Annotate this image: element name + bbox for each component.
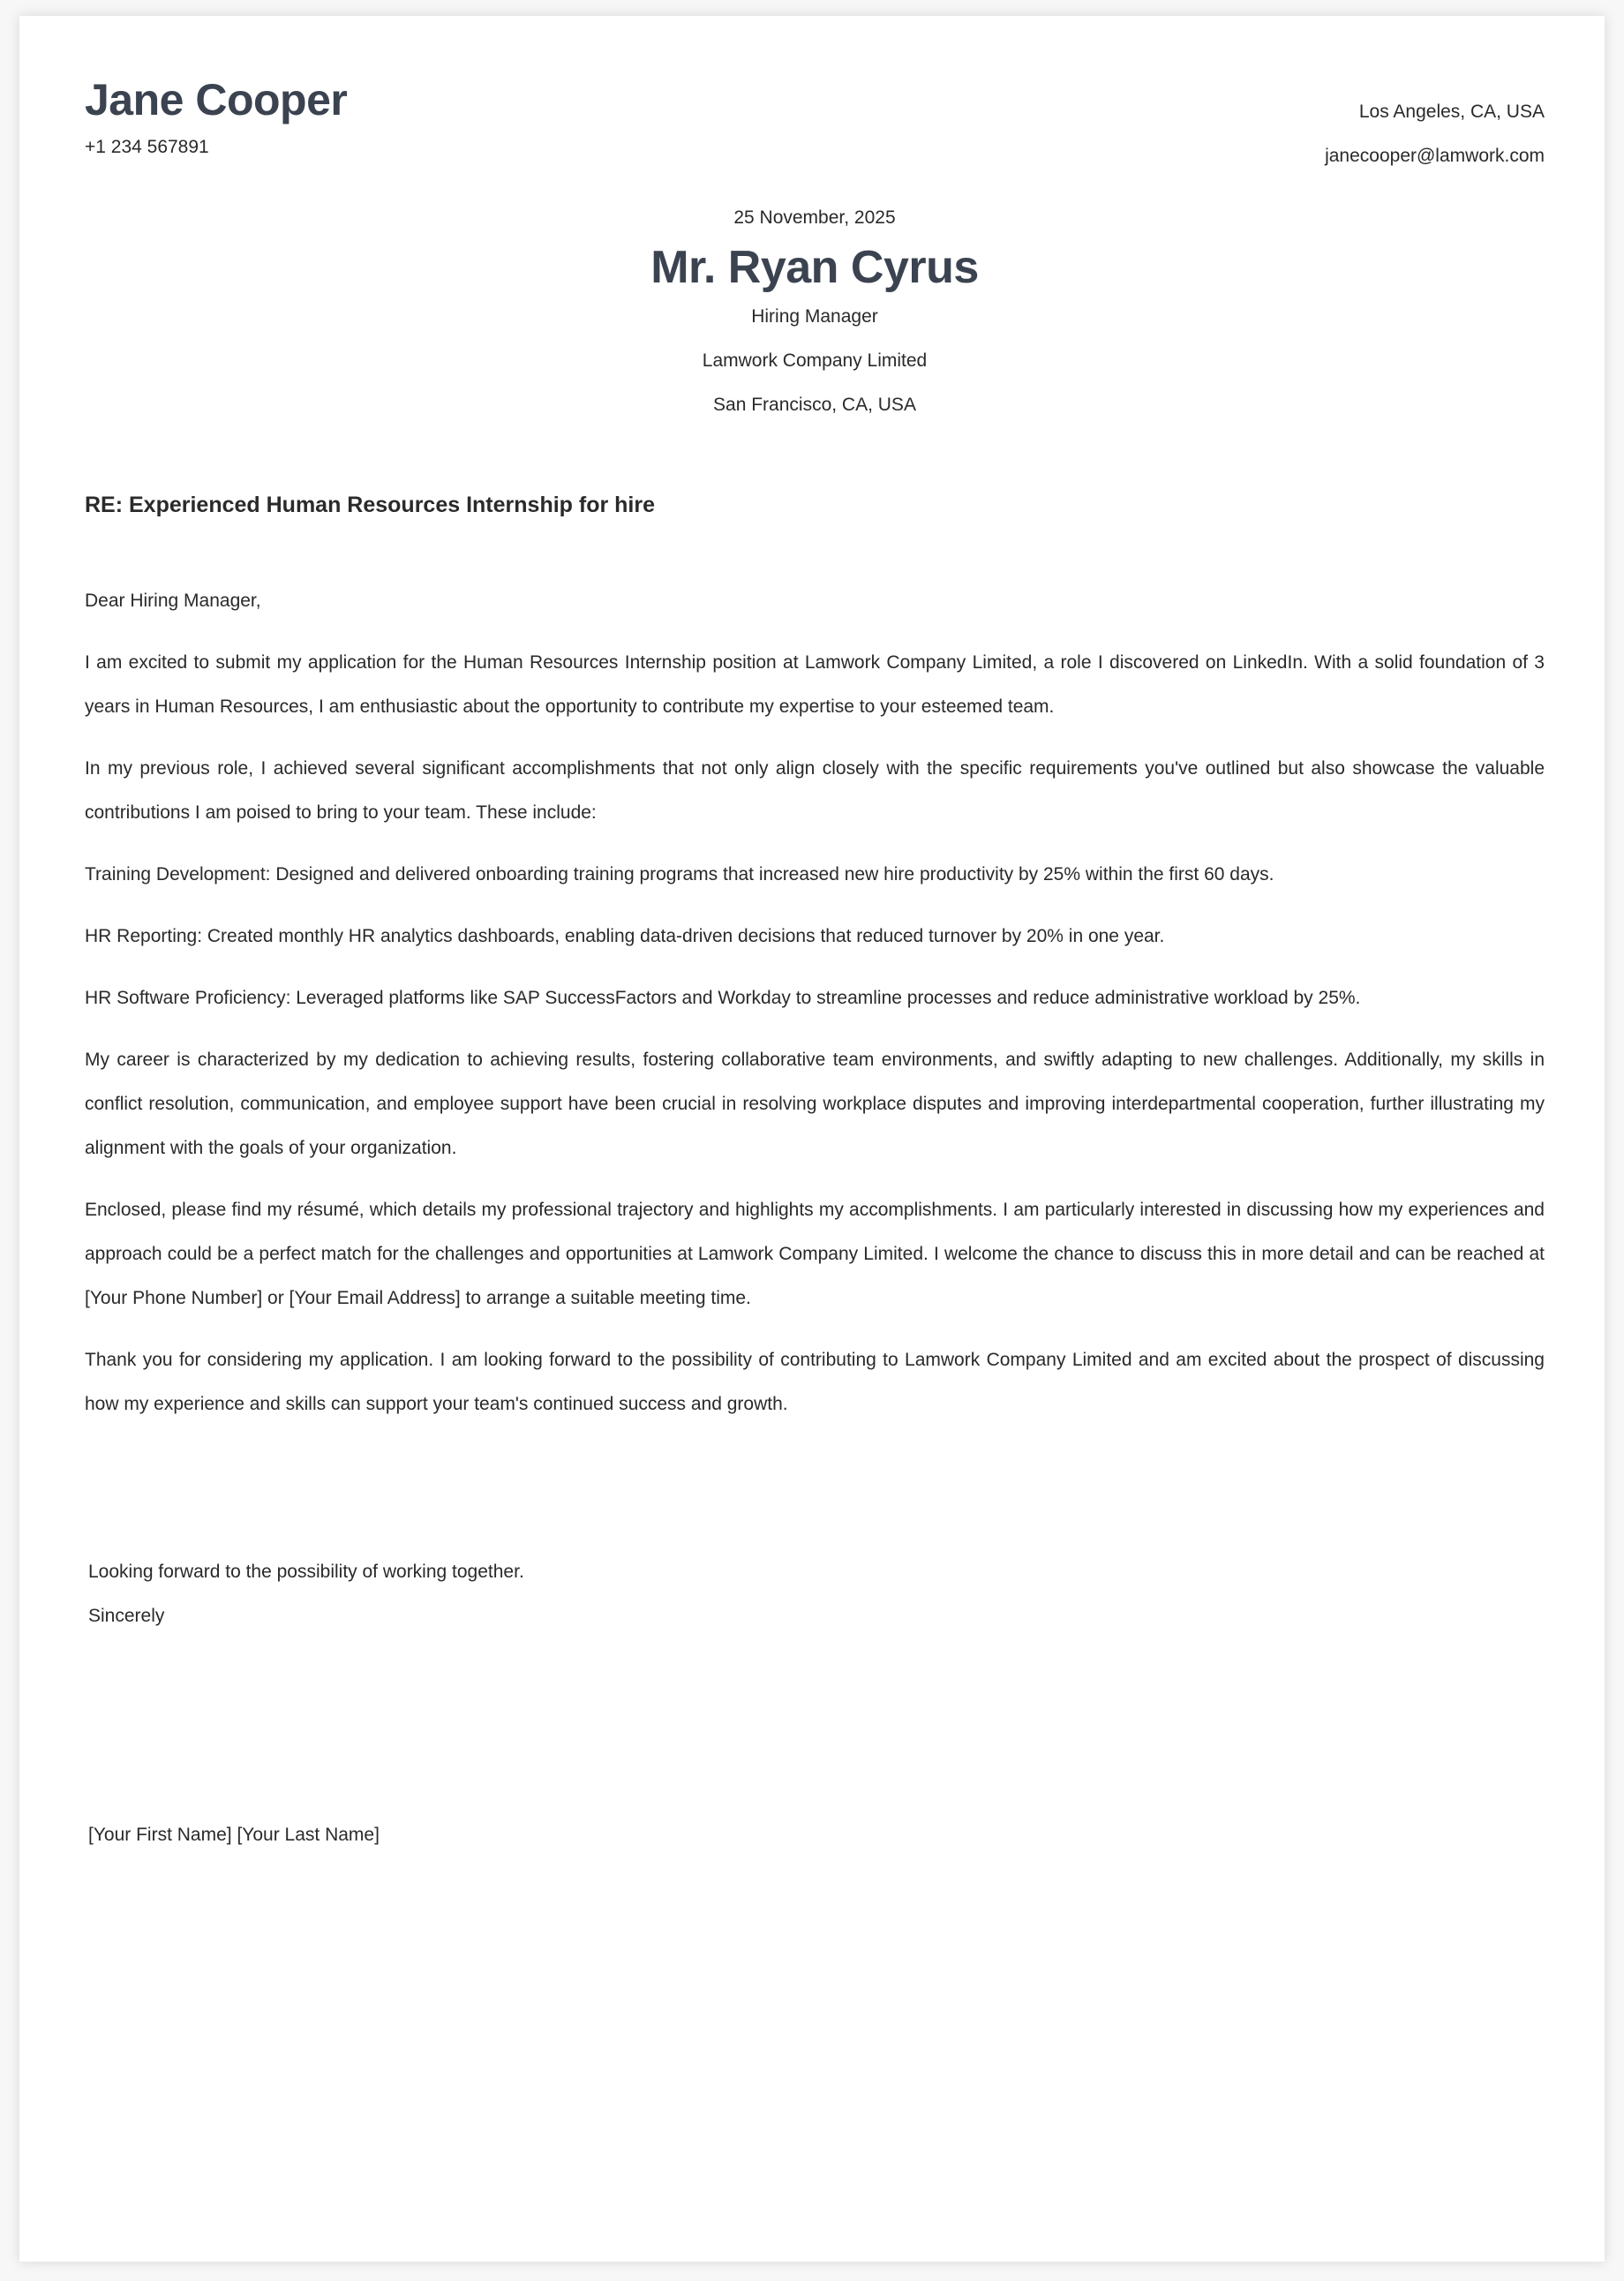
sender-phone: +1 234 567891 (85, 137, 209, 157)
closing-line: Looking forward to the possibility of working together. (88, 1562, 524, 1582)
sender-location: Los Angeles, CA, USA (1358, 102, 1545, 122)
letter-subject: RE: Experienced Human Resources Internship for hire (85, 493, 655, 517)
body-paragraph: In my previous role, I achieved several significant accomplishments that not only align closely with the specific requirements you've outlined but also showcase the valuable contributions I am poised to bring to your team. These include: (85, 758, 1545, 823)
letter-date: 25 November, 2025 (733, 207, 896, 228)
closing-block (88, 1550, 524, 1638)
recipient-block (85, 196, 1545, 427)
letter-page (19, 16, 1605, 2262)
sender-contact (1325, 90, 1545, 178)
body-paragraph: My career is characterized by my dedication to achieving results, fostering collaborative team environments, and swiftly adapting to new challenges. Additionally, my skills in conflict resolution, communication, and employee support have been crucial in resolving workplace disputes and improving interdepartmental cooperation, further illustrating my alignment with the goals of your organization. (85, 1050, 1545, 1158)
recipient-location: San Francisco, CA, USA (713, 395, 916, 416)
body-paragraph: Training Development: Designed and delivered onboarding training programs that increased new hire productivity by 25% within the first 60 days. (85, 864, 1274, 885)
body-paragraph: I am excited to submit my application for the Human Resources Internship position at Lamwork Company Limited, a role I discovered on LinkedIn. With a solid foundation of 3 years in Human Resources, I am enthusiastic about the opportunity to contribute my expertise to your esteemed team. (85, 652, 1545, 717)
signature-name: [Your First Name] [Your Last Name] (88, 1825, 380, 1845)
body-paragraph: Enclosed, please find my résumé, which details my professional trajectory and highlights my accomplishments. I am particularly interested in discussing how my experiences and approach could be a perfect match for the challenges and opportunities at Lamwork Company Limited. I welcome the chance to discuss this in more detail and can be reached at [Your Phone Number] or [Your Email Address] to arrange a suitable meeting time. (85, 1200, 1545, 1308)
recipient-company: Lamwork Company Limited (702, 350, 928, 372)
sign-off: Sincerely (88, 1606, 165, 1626)
body-paragraph: HR Software Proficiency: Leveraged platforms like SAP SuccessFactors and Workday to streamline processes and reduce administrative workload by 25%. (85, 988, 1361, 1008)
letter-body (85, 579, 1545, 1444)
sender-name: Jane Cooper (85, 75, 348, 124)
body-paragraph: Thank you for considering my application. I am looking forward to the possibility of contributing to Lamwork Company Limited and am excited about the prospect of discussing how my experience and skills can support your team's continued success and growth. (85, 1350, 1545, 1414)
recipient-name: Mr. Ryan Cyrus (650, 242, 979, 293)
recipient-title: Hiring Manager (751, 306, 878, 327)
sender-email: janecooper@lamwork.com (1325, 146, 1545, 166)
salutation: Dear Hiring Manager, (85, 591, 261, 611)
body-paragraph: HR Reporting: Created monthly HR analytics dashboards, enabling data-driven decisions that reduced turnover by 20% in one year. (85, 926, 1165, 946)
